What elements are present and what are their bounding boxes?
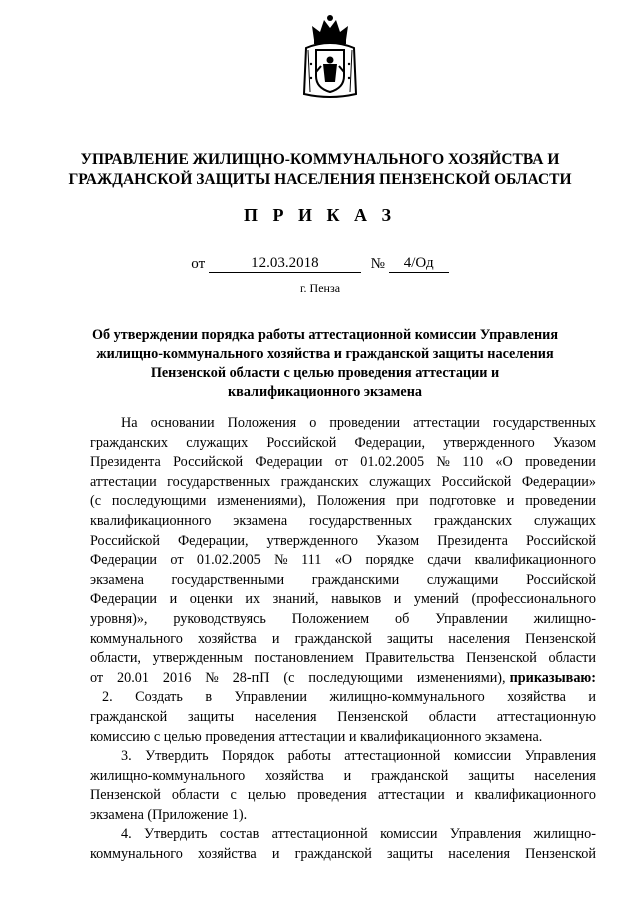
body-text: Федерации и оценки их знаний, навыков и умений (профессионального	[90, 591, 596, 608]
body-text-line	[90, 551, 596, 571]
body-text: Российской Федерации, утвержденного Указом Президента Российской	[90, 532, 596, 549]
body-text: 2. Создать в Управлении жилищно-коммунального хозяйства и	[102, 689, 596, 706]
body-text: гражданских служащих Российской Федерации, утвержденного Указом	[90, 434, 596, 451]
body-text: (с последующими изменениями), Положения при подготовке и проведении	[90, 493, 596, 510]
body-text: комиссию с целью проведения аттестации и квалификационного экзамена.	[90, 728, 543, 745]
body-text-line	[90, 453, 596, 473]
paragraph-preamble	[90, 414, 596, 688]
body-text-line	[90, 649, 596, 669]
body-text-line	[90, 630, 596, 650]
body-text-line	[90, 747, 596, 767]
order-keyword: приказываю:	[509, 669, 596, 686]
body-text: 4. Утвердить состав аттестационной комиссии Управления жилищно-	[121, 826, 596, 843]
document-type-title: П Р И К А З	[243, 205, 397, 225]
order-number: 4/Од	[389, 255, 449, 273]
body-text-line	[90, 610, 596, 630]
body-text: аттестации государственных гражданских служащих Российской Федерации»	[90, 473, 596, 490]
body-text-line	[90, 806, 596, 826]
body-text-line	[90, 532, 596, 552]
body-text-line	[90, 728, 596, 748]
body-text: квалификационного экзамена государственных гражданских служащих	[90, 512, 596, 529]
organization-line: УПРАВЛЕНИЕ ЖИЛИЩНО-КОММУНАЛЬНОГО ХОЗЯЙСТВА И	[80, 151, 560, 168]
organization-name	[60, 150, 580, 190]
order-date: 12.03.2018	[209, 255, 361, 273]
body-text-line	[90, 414, 596, 434]
body-text: уровня)», руководствуясь Положением об Управлении жилищно-	[90, 610, 596, 627]
body-text-line	[90, 825, 596, 845]
body-text: экзамена государственными гражданскими служащими Российской	[90, 571, 596, 588]
body-text-line	[90, 786, 596, 806]
subject-line: жилищно-коммунального хозяйства и гражданской защиты населения	[96, 346, 554, 362]
body-text: коммунального хозяйства и гражданской защиты населения Пензенской	[90, 630, 596, 647]
body-text-line	[90, 492, 596, 512]
body-text-line	[90, 767, 596, 787]
coat-of-arms-emblem	[300, 14, 360, 100]
body-text: Пензенской области с целью проведения аттестации и квалификационного	[90, 787, 596, 804]
order-body	[90, 414, 596, 865]
paragraph-item-2	[90, 688, 596, 747]
body-text: коммунального хозяйства и гражданской защиты населения Пензенской	[90, 846, 596, 863]
order-subject	[90, 326, 560, 402]
subject-line: Пензенской области с целью проведения аттестации и	[150, 365, 500, 381]
body-text-line	[90, 571, 596, 591]
body-text: На основании Положения о проведении аттестации государственных	[121, 415, 596, 431]
body-text: 3. Утвердить Порядок работы аттестационной комиссии Управления	[121, 748, 596, 765]
number-label: №	[370, 256, 385, 272]
body-text-line	[90, 669, 596, 689]
body-text-line	[90, 512, 596, 532]
body-text: Федерации от 01.02.2005 № 111 «О порядке сдачи квалификационного	[90, 552, 596, 569]
body-text: области, утвержденным постановлением Правительства Пензенской области	[90, 650, 596, 667]
body-text-line	[90, 590, 596, 610]
subject-line: Об утверждении порядка работы аттестационной комиссии Управления	[92, 327, 558, 343]
paragraph-item-3	[90, 747, 596, 825]
body-text-line	[90, 473, 596, 493]
body-text: экзамена (Приложение 1).	[90, 806, 248, 823]
body-text: Президента Российской Федерации от 01.02.2005 № 110 «О проведении	[90, 454, 596, 471]
body-text-line	[90, 688, 596, 708]
organization-line: ГРАЖДАНСКОЙ ЗАЩИТЫ НАСЕЛЕНИЯ ПЕНЗЕНСКОЙ ОБЛАСТИ	[68, 171, 572, 188]
body-text-line	[90, 434, 596, 454]
city-name: г. Пенза	[299, 281, 341, 295]
body-text: от 20.01 2016 № 28-пП (с последующими изменениями),	[90, 669, 506, 686]
order-date-number-line	[0, 255, 640, 273]
subject-line: квалификационного экзамена	[228, 384, 422, 400]
body-text-line	[90, 708, 596, 728]
body-text: гражданской защиты населения Пензенской области аттестационную	[90, 708, 596, 725]
paragraph-item-4	[90, 825, 596, 864]
date-label: от	[191, 256, 206, 272]
body-text-line	[90, 845, 596, 865]
body-text: жилищно-коммунального хозяйства и гражданской защиты населения	[90, 767, 596, 784]
